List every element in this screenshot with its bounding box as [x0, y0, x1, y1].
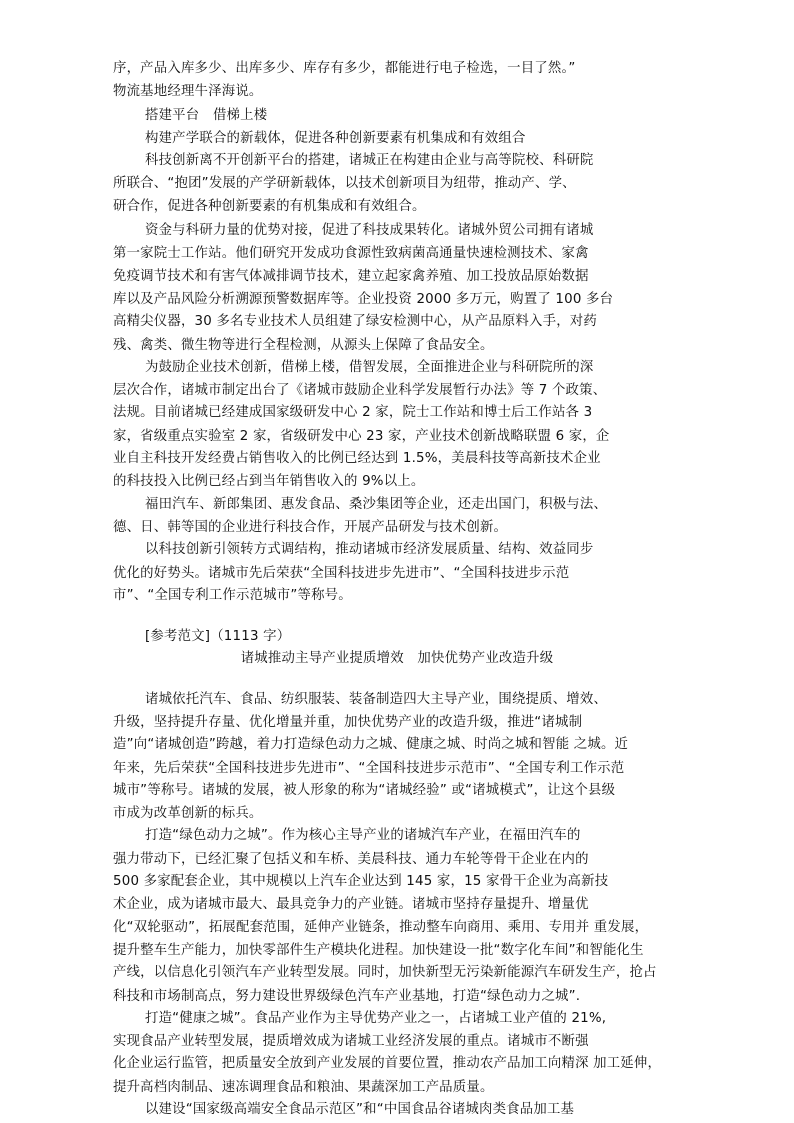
paragraph-line: 库以及产品风险分析溯源预警数据库等。企业投资 2000 多万元，购置了 100 多台	[113, 291, 614, 307]
paragraph-line: 实现食品产业转型发展，提质增效成为诸城工业经济发展的重点。诸城市不断强	[113, 1034, 589, 1050]
paragraph-line: 第一家院士工作站。他们研究开发成功食源性致病菌高通量快速检测技术、家禽	[113, 246, 589, 262]
paragraph-line: 免疫调节技术和有害气体减排调节技术，建立起家禽养殖、加工投放品原始数据	[113, 268, 589, 284]
paragraph-line: 以建设“国家级高端安全食品示范区”和“中国食品谷诸城肉类食品加工基	[145, 1102, 575, 1117]
paragraph-line: 福田汽车、新郎集团、惠发食品、桑沙集团等企业，还走出国门，积极与法、	[145, 496, 608, 512]
paragraph-line: 提升高档肉制品、速冻调理食品和粮油、果蔬深加工产品质量。	[113, 1079, 494, 1095]
paragraph-line: 高精尖仪器，30 多名专业技术人员组建了绿安检测中心，从产品原料入手，对药	[113, 314, 597, 330]
paragraph-line: 业自主科技开发经费占销售收入的比例已经达到 1.5%，美晨科技等高新技术企业	[113, 451, 601, 466]
paragraph-line: 法规。目前诸城已经建成国家级研发中心 2 家，院士工作站和博士后工作站各 3	[113, 405, 593, 421]
paragraph-line: 市成为改革创新的标兵。	[113, 806, 263, 822]
paragraph-line: 打造“绿色动力之城”。作为核心主导产业的诸城汽车产业，在福田汽车的	[145, 828, 581, 844]
paragraph-line: 升级，坚持提升存量、优化增量并重，加快优势产业的改造升级，推进“诸城制	[113, 714, 583, 730]
paragraph-line: 优化的好势头。诸城市先后荣获“全国科技进步先进市”、“全国科技进步示范	[113, 565, 570, 581]
paragraph-line: 产线，以信息化引领汽车产业转型发展。同时，加快新型无污染新能源汽车研发生产，抢占	[113, 965, 657, 981]
paragraph-line: 科技和市场制高点，努力建设世界级绿色汽车产业基地，打造“绿色动力之城”.	[113, 988, 581, 1004]
paragraph-line: 强力带动下，已经汇聚了包括义和车桥、美晨科技、通力车轮等骨干企业在内的	[113, 851, 589, 867]
paragraph-line: 500 多家配套企业，其中规模以上汽车企业达到 145 家，15 家骨干企业为高新技	[113, 874, 609, 889]
paragraph-line: 市”、“全国专利工作示范城市”等称号。	[113, 587, 352, 603]
paragraph-line: 术企业，成为诸城市最大、最具竞争力的产业链。诸城市坚持存量提升、增量优	[113, 897, 589, 913]
paragraph-line: 造”向“诸城创造”跨越，着力打造绿色动力之城、健康之城、时尚之城和智能 之城。近	[113, 737, 629, 753]
article-title: 诸城推动主导产业提质增效 加快优势产业改造升级	[240, 650, 554, 666]
section-subheading: 构建产学联合的新载体，促进各种创新要素有机集成和有效组合	[145, 130, 526, 146]
paragraph-line: 提升整车生产能力，加快零部件生产模块化进程。加快建设一批“数字化车间”和智能化生	[113, 942, 644, 958]
paragraph-line: 家，省级重点实验室 2 家，省级研发中心 23 家，产业技术创新战略联盟 6 家，企	[113, 428, 610, 444]
paragraph-line: 城市”等称号。诸城的发展，被人形象的称为“诸城经验” 或“诸城模式”，让这个县级	[113, 782, 616, 798]
paragraph-line: 科技创新离不开创新平台的搭建，诸城正在构建由企业与高等院校、科研院	[145, 153, 594, 169]
paragraph-line: 物流基地经理牛泽海说。	[113, 84, 263, 100]
reference-label: [参考范文]（1113 字）	[145, 628, 291, 644]
paragraph-line: 序，产品入库多少、出库多少、库存有多少，都能进行电子检选，一目了然。”	[113, 61, 576, 76]
paragraph-line: 为鼓励企业技术创新，借梯上楼，借智发展，全面推进企业与科研院所的深	[145, 359, 594, 375]
section-heading: 搭建平台 借梯上楼	[145, 107, 268, 123]
paragraph-line: 以科技创新引领转方式调结构，推动诸城市经济发展质量、结构、效益同步	[145, 542, 594, 558]
paragraph-line: 化企业运行监管，把质量安全放到产业发展的首要位置，推动农产品加工向精深 加工延伸，	[113, 1056, 662, 1072]
paragraph-line: 残、禽类、微生物等进行全程检测，从源头上保障了食品安全。	[113, 337, 494, 353]
paragraph-line: 所联合、“抱团”发展的产学研新载体，以技术创新项目为纽带，推动产、学、	[113, 175, 576, 191]
paragraph-line: 的科技投入比例已经占到当年销售收入的 9%以上。	[113, 474, 425, 490]
paragraph-line: 年来，先后荣获“全国科技进步先进市”、“全国科技进步示范市”、“全国专利工作示范	[113, 760, 625, 776]
paragraph-line: 层次合作，诸城市制定出台了《诸城市鼓励企业科学发展暂行办法》等 7 个政策、	[113, 383, 607, 399]
paragraph-line: 打造“健康之城”。食品产业作为主导优势产业之一，占诸城工业产值的 21%,	[145, 1010, 607, 1026]
paragraph-line: 化“双轮驱动”，拓展配套范围，延伸产业链条，推动整车向商用、乘用、专用并 重发展，	[113, 919, 649, 935]
paragraph-line: 德、日、韩等国的企业进行科技合作，开展产品研发与技术创新。	[113, 519, 508, 535]
paragraph-line: 资金与科研力量的优势对接，促进了科技成果转化。诸城外贸公司拥有诸城	[145, 223, 594, 238]
paragraph-line: 研合作，促进各种创新要素的有机集成和有效组合。	[113, 198, 426, 214]
paragraph-line: 诸城依托汽车、食品、纺织服装、装备制造四大主导产业，围绕提质、增效、	[145, 691, 608, 707]
